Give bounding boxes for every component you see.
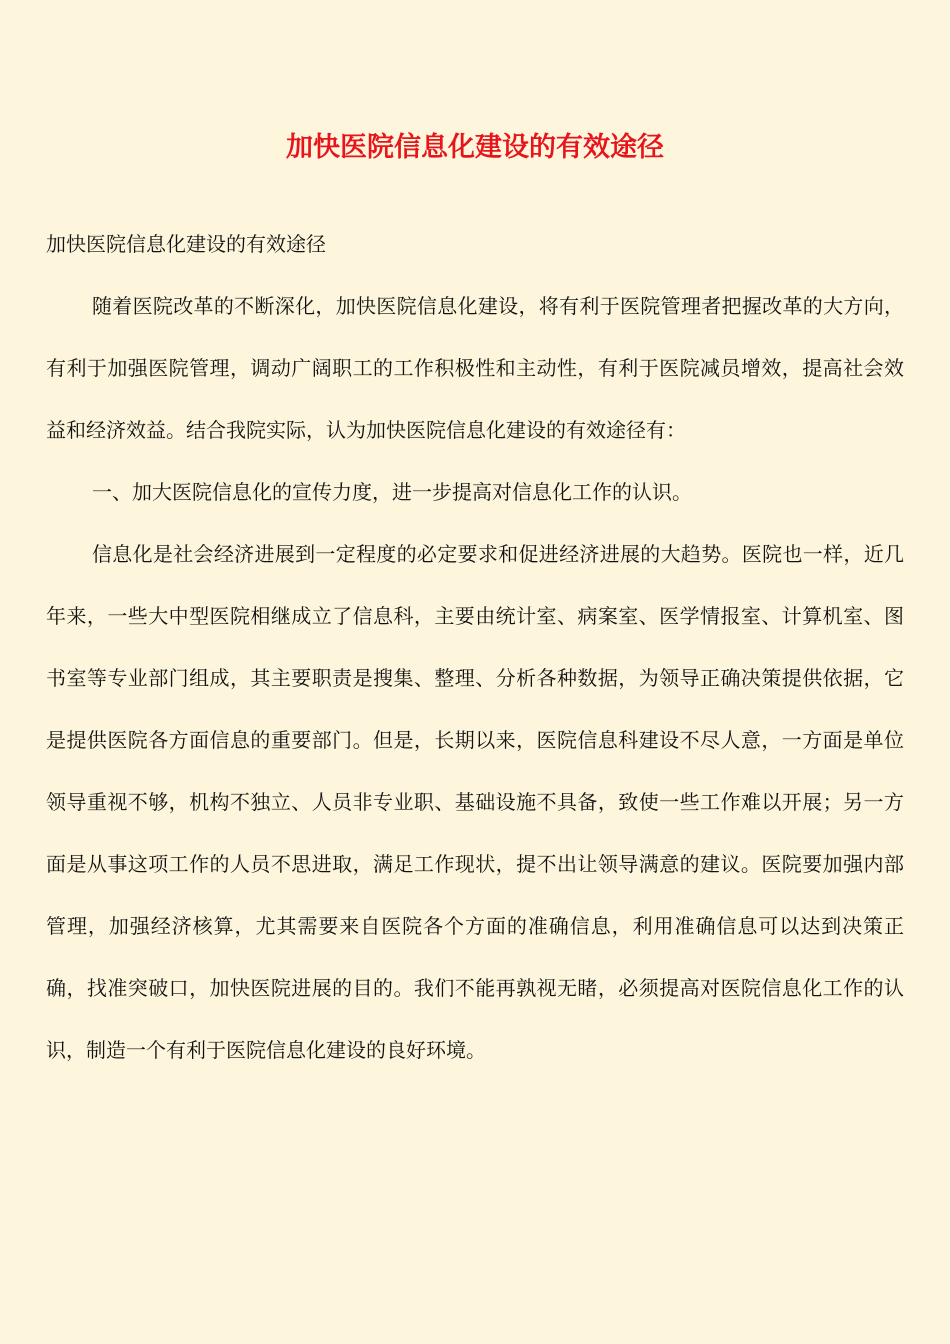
document-title: 加快医院信息化建设的有效途径: [286, 132, 664, 163]
section-heading-1: 一、加大医院信息化的宣传力度，进一步提高对信息化工作的认识。: [92, 480, 692, 504]
document-body: [46, 213, 904, 1081]
paragraph-intro: 随着医院改革的不断深化，加快医院信息化建设，将有利于医院管理者把握改革的大方向，有利于加强医院管理，调动广阔职工的工作积极性和主动性，有利于医院减员增效，提高社会效益和经济效益。结合我院实际，认为加快医院信息化建设的有效途径有：: [46, 294, 904, 442]
document-subtitle: 加快医院信息化建设的有效途径: [46, 232, 326, 256]
paragraph-section-1: 信息化是社会经济进展到一定程度的必定要求和促进经济进展的大趋势。医院也一样，近几年来，一些大中型医院相继成立了信息科，主要由统计室、病案室、医学情报室、计算机室、图书室等专业部门组成，其主要职责是搜集、整理、分析各种数据，为领导正确决策提供依据，它是提供医院各方面信息的重要部门。但是，长期以来，医院信息科建设不尽人意，一方面是单位领导重视不够，机构不独立、人员非专业职、基础设施不具备，致使一些工作难以开展；另一方面是从事这项工作的人员不思进取，满足工作现状，提不出让领导满意的建议。医院要加强内部管理，加强经济核算，尤其需要来自医院各个方面的准确信息，利用准确信息可以达到决策正确，找准突破口，加快医院进展的目的。我们不能再孰视无睹，必须提高对医院信息化工作的认识，制造一个有利于医院信息化建设的良好环境。: [46, 542, 904, 1062]
